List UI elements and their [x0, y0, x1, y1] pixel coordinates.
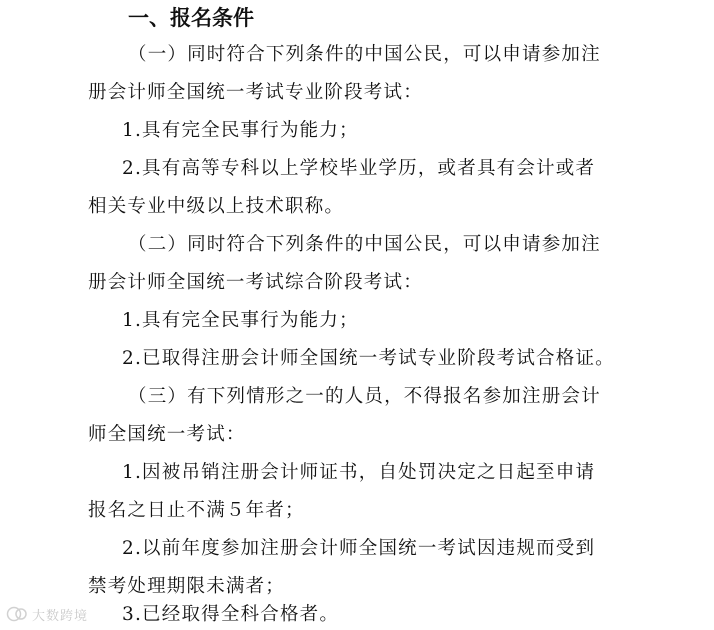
list-item: 1.具有完全民事行为能力；	[122, 310, 359, 331]
list-item: 2.具有高等专科以上学校毕业学历，或者具有会计或者	[122, 158, 596, 179]
paragraph-line: （三）有下列情形之一的人员，不得报名参加注册会计	[128, 386, 601, 407]
paragraph-line: 册会计师全国统一考试专业阶段考试：	[88, 82, 423, 103]
list-item: 2.以前年度参加注册会计师全国统一考试因违规而受到	[122, 538, 596, 559]
paragraph-line: 册会计师全国统一考试综合阶段考试：	[88, 272, 423, 293]
list-item: 1.具有完全民事行为能力；	[122, 120, 359, 141]
paragraph-line: 报名之日止不满５年者；	[88, 500, 305, 521]
watermark-text: 大数跨境	[32, 608, 89, 624]
watermark-logo-icon	[6, 605, 28, 623]
section-heading: 一、报名条件	[128, 6, 254, 30]
list-item: 3.已经取得全科合格者。	[122, 604, 340, 625]
paragraph-line: 师全国统一考试：	[88, 424, 246, 445]
list-item: 1.因被吊销注册会计师证书，自处罚决定之日起至申请	[122, 462, 596, 483]
paragraph-line: 禁考处理期限未满者；	[88, 576, 286, 597]
paragraph-line: （二）同时符合下列条件的中国公民，可以申请参加注	[128, 234, 601, 255]
watermark	[6, 604, 88, 624]
paragraph-line: 相关专业中级以上技术职称。	[88, 196, 345, 217]
paragraph-line: （一）同时符合下列条件的中国公民，可以申请参加注	[128, 44, 601, 65]
list-item: 2.已取得注册会计师全国统一考试专业阶段考试合格证。	[122, 348, 615, 369]
